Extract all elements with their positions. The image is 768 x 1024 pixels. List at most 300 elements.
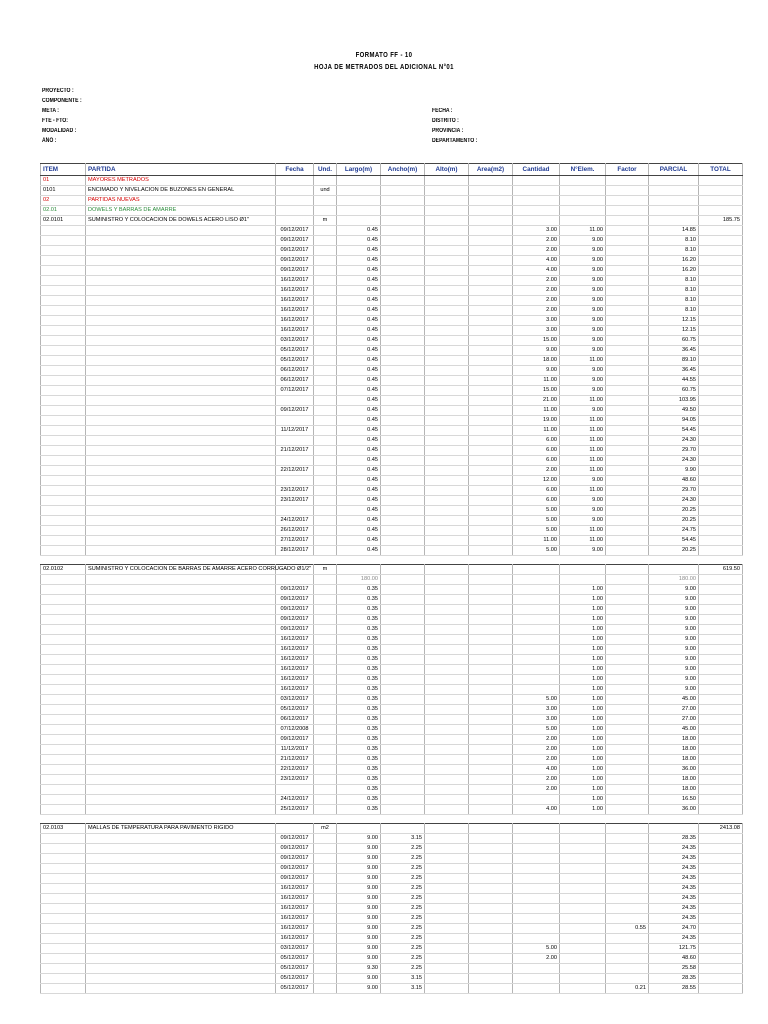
table-cell [86, 585, 276, 595]
table-cell: 24.35 [649, 914, 699, 924]
table-cell [86, 725, 276, 735]
table-cell: 24.75 [649, 526, 699, 536]
table-cell [699, 406, 743, 416]
table-cell [469, 755, 513, 765]
table-cell: 2.25 [381, 904, 425, 914]
table-cell: 9.00 [560, 406, 606, 416]
table-cell [425, 456, 469, 466]
table-row [41, 516, 743, 526]
table-cell: 48.60 [649, 476, 699, 486]
table-cell [560, 914, 606, 924]
table-cell: PARTIDAS NUEVAS [86, 196, 276, 206]
table-cell [425, 635, 469, 645]
table-cell [560, 565, 606, 575]
table-cell [276, 196, 314, 206]
table-cell [699, 675, 743, 685]
table-cell: 1.00 [560, 725, 606, 735]
table-cell: 15.00 [513, 336, 560, 346]
table-cell: 11.00 [560, 526, 606, 536]
table-cell: 180.00 [337, 575, 381, 585]
table-cell: 2.00 [513, 236, 560, 246]
table-row [41, 834, 743, 844]
table-cell [381, 216, 425, 226]
table-cell: 11.00 [560, 446, 606, 456]
table-cell [314, 705, 337, 715]
table-row [41, 864, 743, 874]
table-cell [381, 795, 425, 805]
table-cell [41, 924, 86, 934]
table-row [41, 416, 743, 426]
table-cell: 1.00 [560, 605, 606, 615]
table-cell [469, 675, 513, 685]
table-cell: 09/12/2017 [276, 236, 314, 246]
table-cell: 0.35 [337, 585, 381, 595]
table-cell: 9.00 [337, 924, 381, 934]
table-cell [314, 286, 337, 296]
table-cell [381, 186, 425, 196]
table-cell [314, 765, 337, 775]
table-cell [560, 206, 606, 216]
table-cell: 1.00 [560, 785, 606, 795]
table-cell [337, 196, 381, 206]
table-cell [699, 785, 743, 795]
table-cell: 0.45 [337, 286, 381, 296]
table-cell [314, 236, 337, 246]
table-cell [314, 246, 337, 256]
table-cell: 0.35 [337, 635, 381, 645]
table-cell: 0.45 [337, 516, 381, 526]
table-cell [381, 506, 425, 516]
table-cell: 45.00 [649, 695, 699, 705]
table-cell [469, 216, 513, 226]
table-row [41, 685, 743, 695]
table-cell: 0.35 [337, 625, 381, 635]
table-cell [425, 206, 469, 216]
table-cell [381, 765, 425, 775]
table-cell [606, 795, 649, 805]
table-cell [86, 256, 276, 266]
table-cell [337, 176, 381, 186]
table-cell [314, 934, 337, 944]
table-cell: 619.50 [699, 565, 743, 575]
table-row [41, 356, 743, 366]
table-row [41, 745, 743, 755]
table-cell: 3.00 [513, 316, 560, 326]
table-cell [41, 226, 86, 236]
table-row [41, 226, 743, 236]
table-cell [41, 914, 86, 924]
table-cell [86, 834, 276, 844]
table-cell: 2.25 [381, 884, 425, 894]
table-cell [469, 864, 513, 874]
table-cell [425, 854, 469, 864]
table-cell: 09/12/2017 [276, 615, 314, 625]
table-cell [699, 715, 743, 725]
table-cell: 44.55 [649, 376, 699, 386]
table-cell: 0.35 [337, 605, 381, 615]
table-cell: 28.35 [649, 834, 699, 844]
table-cell [560, 884, 606, 894]
table-cell [41, 805, 86, 815]
table-cell [86, 486, 276, 496]
table-cell [606, 844, 649, 854]
table-cell: 1.00 [560, 585, 606, 595]
table-cell [425, 296, 469, 306]
table-cell: 0.35 [337, 705, 381, 715]
table-cell: 05/12/2017 [276, 984, 314, 994]
table-cell [314, 386, 337, 396]
table-cell [381, 256, 425, 266]
table-cell [606, 386, 649, 396]
table-cell [699, 446, 743, 456]
table-cell [425, 396, 469, 406]
table-cell [699, 775, 743, 785]
table-cell [381, 625, 425, 635]
table-cell [606, 406, 649, 416]
table-cell [699, 426, 743, 436]
table-cell: 27.00 [649, 715, 699, 725]
table-cell [469, 655, 513, 665]
table-cell [699, 884, 743, 894]
table-cell [381, 556, 425, 565]
table-cell [314, 874, 337, 884]
table-cell [606, 526, 649, 536]
table-cell: 9.00 [560, 286, 606, 296]
table-cell: 11.00 [560, 426, 606, 436]
table-cell [606, 186, 649, 196]
table-cell [86, 755, 276, 765]
table-cell: 1.00 [560, 625, 606, 635]
table-cell: 21/12/2017 [276, 755, 314, 765]
table-cell [560, 944, 606, 954]
table-row [41, 964, 743, 974]
table-cell [469, 226, 513, 236]
table-cell: 89.10 [649, 356, 699, 366]
table-cell [560, 186, 606, 196]
table-cell [314, 366, 337, 376]
table-cell: m [314, 565, 337, 575]
table-cell: 60.75 [649, 336, 699, 346]
table-cell [606, 595, 649, 605]
table-cell [649, 216, 699, 226]
table-cell [513, 964, 560, 974]
table-cell [425, 685, 469, 695]
table-row [41, 186, 743, 196]
table-cell [276, 176, 314, 186]
table-cell [513, 854, 560, 864]
table-cell [606, 894, 649, 904]
table-cell: 0.45 [337, 546, 381, 556]
table-row [41, 695, 743, 705]
table-cell [606, 516, 649, 526]
table-cell [86, 366, 276, 376]
table-cell [276, 575, 314, 585]
table-cell [381, 496, 425, 506]
table-cell [314, 356, 337, 366]
table-cell [699, 336, 743, 346]
table-cell [425, 565, 469, 575]
table-cell: 02.0101 [41, 216, 86, 226]
table-cell [560, 924, 606, 934]
table-cell [381, 605, 425, 615]
table-cell [425, 376, 469, 386]
table-cell: 9.00 [560, 326, 606, 336]
table-cell [337, 186, 381, 196]
table-cell [699, 516, 743, 526]
table-cell: 9.00 [513, 346, 560, 356]
table-cell: 2.00 [513, 286, 560, 296]
table-row [41, 635, 743, 645]
table-cell [381, 546, 425, 556]
table-cell: 9.90 [649, 466, 699, 476]
table-cell [560, 196, 606, 206]
table-cell: 16/12/2017 [276, 316, 314, 326]
table-row [41, 755, 743, 765]
table-cell [469, 934, 513, 944]
table-cell [699, 954, 743, 964]
table-cell: 16/12/2017 [276, 655, 314, 665]
table-cell [314, 536, 337, 546]
table-cell: 1.00 [560, 715, 606, 725]
table-cell: 9.00 [560, 546, 606, 556]
table-cell [86, 546, 276, 556]
table-cell [314, 844, 337, 854]
table-row [41, 196, 743, 206]
table-cell [513, 665, 560, 675]
table-cell [606, 805, 649, 815]
table-row [41, 206, 743, 216]
table-cell [606, 715, 649, 725]
table-cell [314, 854, 337, 864]
location-info-label: PROVINCIA : [432, 128, 464, 134]
table-cell [86, 556, 276, 565]
table-cell [606, 605, 649, 615]
table-cell [699, 725, 743, 735]
table-cell: 18.00 [649, 735, 699, 745]
table-cell: 09/12/2017 [276, 854, 314, 864]
table-cell [649, 176, 699, 186]
table-cell [699, 366, 743, 376]
table-cell [86, 226, 276, 236]
table-cell: 9.00 [560, 386, 606, 396]
table-cell [276, 476, 314, 486]
table-cell [699, 456, 743, 466]
table-cell [314, 675, 337, 685]
table-row [41, 615, 743, 625]
table-cell: 02.01 [41, 206, 86, 216]
table-cell [314, 326, 337, 336]
location-info-label: DEPARTAMENTO : [432, 138, 478, 144]
table-cell: 1.00 [560, 635, 606, 645]
table-cell [41, 366, 86, 376]
table-cell: 2413.08 [699, 824, 743, 834]
table-cell [469, 256, 513, 266]
table-cell: 0.35 [337, 645, 381, 655]
table-cell: 9.00 [560, 476, 606, 486]
table-cell [381, 326, 425, 336]
table-cell [469, 625, 513, 635]
table-cell [699, 286, 743, 296]
table-cell [699, 815, 743, 824]
table-cell [381, 595, 425, 605]
table-cell [41, 496, 86, 506]
table-cell [469, 356, 513, 366]
table-cell [469, 326, 513, 336]
table-cell [469, 854, 513, 864]
table-cell: 28/12/2017 [276, 546, 314, 556]
table-row [41, 884, 743, 894]
table-cell: 0.45 [337, 426, 381, 436]
table-cell [469, 585, 513, 595]
table-cell: 3.15 [381, 834, 425, 844]
table-cell: 0.45 [337, 396, 381, 406]
table-cell [381, 286, 425, 296]
table-cell: 1.00 [560, 795, 606, 805]
table-row [41, 824, 743, 834]
table-cell [41, 476, 86, 486]
table-cell: 0.45 [337, 356, 381, 366]
table-cell: 1.00 [560, 775, 606, 785]
table-cell [606, 276, 649, 286]
table-cell: 09/12/2017 [276, 874, 314, 884]
table-cell [86, 266, 276, 276]
table-cell [276, 186, 314, 196]
table-cell [560, 844, 606, 854]
table-cell [41, 934, 86, 944]
table-cell [314, 665, 337, 675]
table-cell [314, 864, 337, 874]
table-cell [86, 964, 276, 974]
table-cell [41, 785, 86, 795]
table-row [41, 466, 743, 476]
table-cell [606, 426, 649, 436]
table-cell [513, 565, 560, 575]
table-cell [41, 685, 86, 695]
table-cell [381, 615, 425, 625]
table-cell [606, 496, 649, 506]
table-row [41, 216, 743, 226]
table-cell [513, 186, 560, 196]
table-cell [425, 226, 469, 236]
table-cell: 9.00 [560, 276, 606, 286]
table-cell [276, 416, 314, 426]
table-cell [41, 236, 86, 246]
table-cell [86, 436, 276, 446]
table-cell [699, 306, 743, 316]
table-cell: 0.45 [337, 496, 381, 506]
table-cell [699, 196, 743, 206]
table-cell [606, 366, 649, 376]
table-cell [699, 984, 743, 994]
table-row [41, 396, 743, 406]
table-cell: 02 [41, 196, 86, 206]
table-cell: 29.70 [649, 486, 699, 496]
table-cell: 2.00 [513, 735, 560, 745]
table-cell: 09/12/2017 [276, 226, 314, 236]
table-cell [86, 924, 276, 934]
table-cell [469, 246, 513, 256]
table-cell [425, 805, 469, 815]
table-cell: 9.00 [560, 266, 606, 276]
table-cell [699, 874, 743, 884]
table-cell: 1.00 [560, 745, 606, 755]
table-cell [513, 834, 560, 844]
table-cell [314, 924, 337, 934]
table-cell [469, 546, 513, 556]
table-cell [513, 615, 560, 625]
table-cell [469, 595, 513, 605]
table-cell: 36.00 [649, 805, 699, 815]
table-cell [381, 785, 425, 795]
table-cell: 0.45 [337, 296, 381, 306]
table-cell [425, 276, 469, 286]
table-row [41, 605, 743, 615]
table-cell [699, 635, 743, 645]
table-cell [314, 685, 337, 695]
table-cell [699, 256, 743, 266]
table-cell [41, 306, 86, 316]
table-cell [469, 685, 513, 695]
table-cell [469, 466, 513, 476]
table-cell: 1.00 [560, 615, 606, 625]
table-cell: 28.55 [649, 984, 699, 994]
table-cell [699, 506, 743, 516]
table-cell [469, 536, 513, 546]
table-cell [469, 944, 513, 954]
table-cell [469, 695, 513, 705]
table-cell: 24.35 [649, 854, 699, 864]
table-cell [425, 536, 469, 546]
table-cell [41, 336, 86, 346]
table-cell [699, 526, 743, 536]
table-cell [469, 984, 513, 994]
table-cell [606, 914, 649, 924]
table-cell [425, 954, 469, 964]
project-info-label: META : [42, 108, 59, 114]
table-cell [314, 834, 337, 844]
table-cell [86, 276, 276, 286]
table-cell [86, 476, 276, 486]
table-cell: 54.45 [649, 536, 699, 546]
table-cell: 9.00 [560, 246, 606, 256]
table-cell: 23/12/2017 [276, 496, 314, 506]
table-cell [314, 226, 337, 236]
table-row [41, 854, 743, 864]
table-cell: 1.00 [560, 655, 606, 665]
table-cell [469, 236, 513, 246]
table-cell [469, 476, 513, 486]
table-cell [469, 556, 513, 565]
table-cell: 05/12/2017 [276, 356, 314, 366]
table-cell: 26/12/2017 [276, 526, 314, 536]
table-row [41, 944, 743, 954]
table-cell [314, 446, 337, 456]
table-cell [381, 655, 425, 665]
table-cell [513, 585, 560, 595]
table-cell [381, 635, 425, 645]
table-row [41, 346, 743, 356]
table-cell [276, 785, 314, 795]
table-cell [513, 206, 560, 216]
table-cell [86, 695, 276, 705]
table-cell: 2.00 [513, 466, 560, 476]
table-cell [469, 725, 513, 735]
table-cell [699, 595, 743, 605]
table-cell: 5.00 [513, 506, 560, 516]
table-cell: 9.00 [337, 834, 381, 844]
table-cell [699, 416, 743, 426]
table-cell: 11.00 [513, 536, 560, 546]
